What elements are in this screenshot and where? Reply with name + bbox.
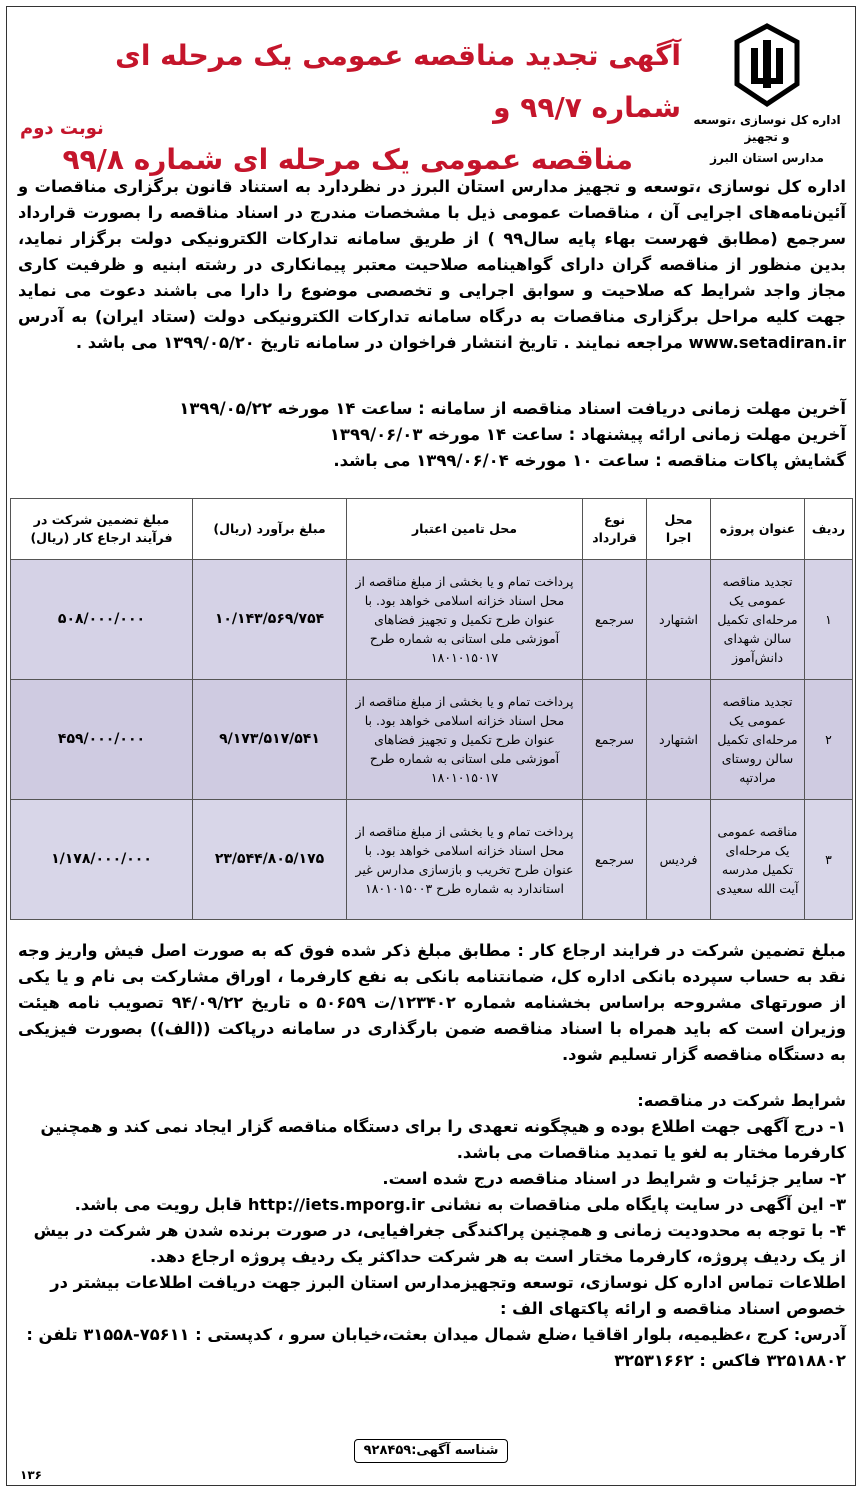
guarantee-paragraph: مبلغ تضمین شرکت در فرایند ارجاع کار : مطابق مبلغ ذکر شده فوق که به صورت اصل فیش واریز وجه نقد به حساب سپرده بانکی اداره کل، ضمانتنامه بانکی به نفع کارفرما ، اوراق مشارکت بی نام و یا یکی از صورتهای مشروحه براساس بخشنامه شماره ۱۲۳۴۰۲/ت ۵۰۶۵۹ ه تاریخ ۹۴/۰۹/۲۲ تصویب نامه هیئت وزیران است که باید همراه با اسناد مناقصه ضمن بارگذاری در سامانه درپاکت ((الف)) بصورت فیزیکی به دستگاه مناقصه گزار تسلیم شود. [18,941,846,1064]
col-header-location: محل اجرا [647,499,711,560]
tender-table [10,498,852,920]
deadline-documents: آخرین مهلت زمانی دریافت اسناد مناقصه از سامانه : ساعت ۱۴ مورخه ۱۳۹۹/۰۵/۲۲ [179,399,846,418]
intro-paragraph: اداره کل نوسازی ،توسعه و تجهیز مدارس استان البرز در نظردارد به استناد قانون برگزاری مناقصات و آئین‌نامه‌های اجرایی آن ، مناقصات عمومی ذیل با مشخصات مندرج در اسناد مناقصه را بصورت قرارداد سرجمع (مطابق فهرست بهاء پایه سال۹۹ ) از طریق سامانه تدارکات الکترونیکی دولت برگزار نماید، بدین منظور از مناقصه گران دارای گواهینامه صلاحیت معتبر پیمانکاری در رشته ابنیه و ظرفیت کاری مجاز واجد شرایط که صلاحیت و سوابق اجرایی و تخصصی موضوع را دارا می باشند دعوت می نماید جهت کلیه مراحل برگزاری مناقصات به درگاه سامانه تدارکات الکترونیکی دولت (ستاد ایران) به آدرس www.setadiran.ir مراجعه نمایند . تاریخ انتشار فراخوان در سامانه تاریخ ۱۳۹۹/۰۵/۲۰ می باشد . [18,177,846,352]
condition-item: ۳- این آگهی در سایت پایگاه ملی مناقصات به نشانی http://iets.mporg.ir قابل رویت می باشد. [74,1195,846,1214]
condition-item: ۴- با توجه به محدودیت زمانی و همچنین پراکندگی جغرافیایی، در صورت برنده شدن هر شرکت در بیش از یک ردیف پروژه، کارفرما مختار است به هر شرکت حداکثر یک ردیف پروژه ارجاع دهد. [33,1221,846,1266]
round-label: نوبت دوم [20,118,104,139]
col-header-guarantee: مبلغ تضمین شرکت در فرآیند ارجاع کار (ریال) [11,499,193,560]
cell-project: تجدید مناقصه عمومی یک مرحله‌ای تکمیل سالن شهدای دانش‌آموز [711,560,805,680]
ad-code-badge: شناسه آگهی:۹۲۸۴۵۹ [354,1439,508,1463]
col-header-row-number: ردیف [805,499,853,560]
cell-estimate: ۹/۱۷۳/۵۱۷/۵۴۱ [193,680,347,800]
deadline-opening: گشایش پاکات مناقصه : ساعت ۱۰ مورخه ۱۳۹۹/۰۶/۰۴ می باشد. [333,451,846,470]
table-row [11,800,853,920]
ad-header [6,6,856,176]
organization-block [692,22,842,167]
ad-title [16,30,681,186]
cell-contract: سرجمع [583,560,647,680]
table-row [11,560,853,680]
col-header-estimate: مبلغ برآورد (ریال) [193,499,347,560]
deadlines-block [18,396,846,474]
cell-funding: پرداخت تمام و یا بخشی از مبلغ مناقصه از محل اسناد خزانه اسلامی خواهد بود. با عنوان طرح تکمیل و تجهیز فضاهای آموزشی ملی استانی به شماره طرح ۱۸۰۱۰۱۵۰۱۷ [347,680,583,800]
cell-location: فردیس [647,800,711,920]
cell-project: تجدید مناقصه عمومی یک مرحله‌ای تکمیل سالن روستای مرادتپه [711,680,805,800]
condition-item: ۱- درج آگهی جهت اطلاع بوده و هیچگونه تعهدی را برای دستگاه مناقصه گزار ایجاد نمی کند و همچنین کارفرما مختار به لغو یا تمدید مناقصات می باشد. [40,1117,846,1162]
conditions-heading: شرایط شرکت در مناقصه: [637,1091,846,1110]
organization-name-line1: اداره کل نوسازی ،توسعه و تجهیز [693,113,841,144]
cell-estimate: ۱۰/۱۴۳/۵۶۹/۷۵۴ [193,560,347,680]
cell-funding: پرداخت تمام و یا بخشی از مبلغ مناقصه از محل اسناد خزانه اسلامی خواهد بود. با عنوان طرح تکمیل و تجهیز فضاهای آموزشی ملی استانی به شماره طرح ۱۸۰۱۰۱۵۰۱۷ [347,560,583,680]
table-row [11,680,853,800]
contact-intro: اطلاعات تماس اداره کل نوسازی، توسعه وتجهیزمدارس استان البرز جهت دریافت اطلاعات بیشتر در خصوص اسناد مناقصه و ارائه پاکتهای الف : [50,1273,846,1318]
cell-location: اشتهارد [647,560,711,680]
ad-title-line1: آگهی تجدید مناقصه عمومی یک مرحله ای شماره ۹۹/۷ و [115,39,681,124]
cell-contract: سرجمع [583,680,647,800]
deadline-submission: آخرین مهلت زمانی ارائه پیشنهاد : ساعت ۱۴ مورخه ۱۳۹۹/۰۶/۰۳ [329,425,846,444]
logo-icon [731,22,803,108]
condition-item: ۲- سایر جزئیات و شرایط در اسناد مناقصه درج شده است. [382,1169,846,1188]
col-header-project: عنوان پروژه [711,499,805,560]
organization-name-line2: مدارس استان البرز [710,151,824,165]
cell-estimate: ۲۳/۵۴۴/۸۰۵/۱۷۵ [193,800,347,920]
contact-address: آدرس: کرج ،عظیمیه، بلوار اقاقیا ،ضلع شمال میدان بعثت،خیابان سرو ، کدپستی : ۷۵۶۱۱-۳۱۵۵۸ تلفن : ۳۲۵۱۸۸۰۲ فاکس : ۳۲۵۳۱۶۶۲ [26,1325,846,1370]
cell-contract: سرجمع [583,800,647,920]
cell-funding: پرداخت تمام و یا بخشی از مبلغ مناقصه از محل اسناد خزانه اسلامی خواهد بود. با عنوان طرح تخریب و بازسازی مدارس غیر استاندارد به شماره طرح ۱۸۰۱۰۱۵۰۰۳ [347,800,583,920]
cell-guarantee: ۴۵۹/۰۰۰/۰۰۰ [11,680,193,800]
cell-row-number: ۲ [805,680,853,800]
cell-project: مناقصه عمومی یک مرحله‌ای تکمیل مدرسه آیت الله سعیدی [711,800,805,920]
cell-row-number: ۳ [805,800,853,920]
cell-guarantee: ۱/۱۷۸/۰۰۰/۰۰۰ [11,800,193,920]
page-number: ۱۳۶ [20,1468,42,1482]
ad-title-line2: مناقصه عمومی یک مرحله ای شماره ۹۹/۸ [62,143,633,176]
col-header-funding: محل تامین اعتبار [347,499,583,560]
conditions-block [18,1088,846,1374]
cell-row-number: ۱ [805,560,853,680]
col-header-contract: نوع قرارداد [583,499,647,560]
cell-location: اشتهارد [647,680,711,800]
cell-guarantee: ۵۰۸/۰۰۰/۰۰۰ [11,560,193,680]
table-header-row [11,499,853,560]
